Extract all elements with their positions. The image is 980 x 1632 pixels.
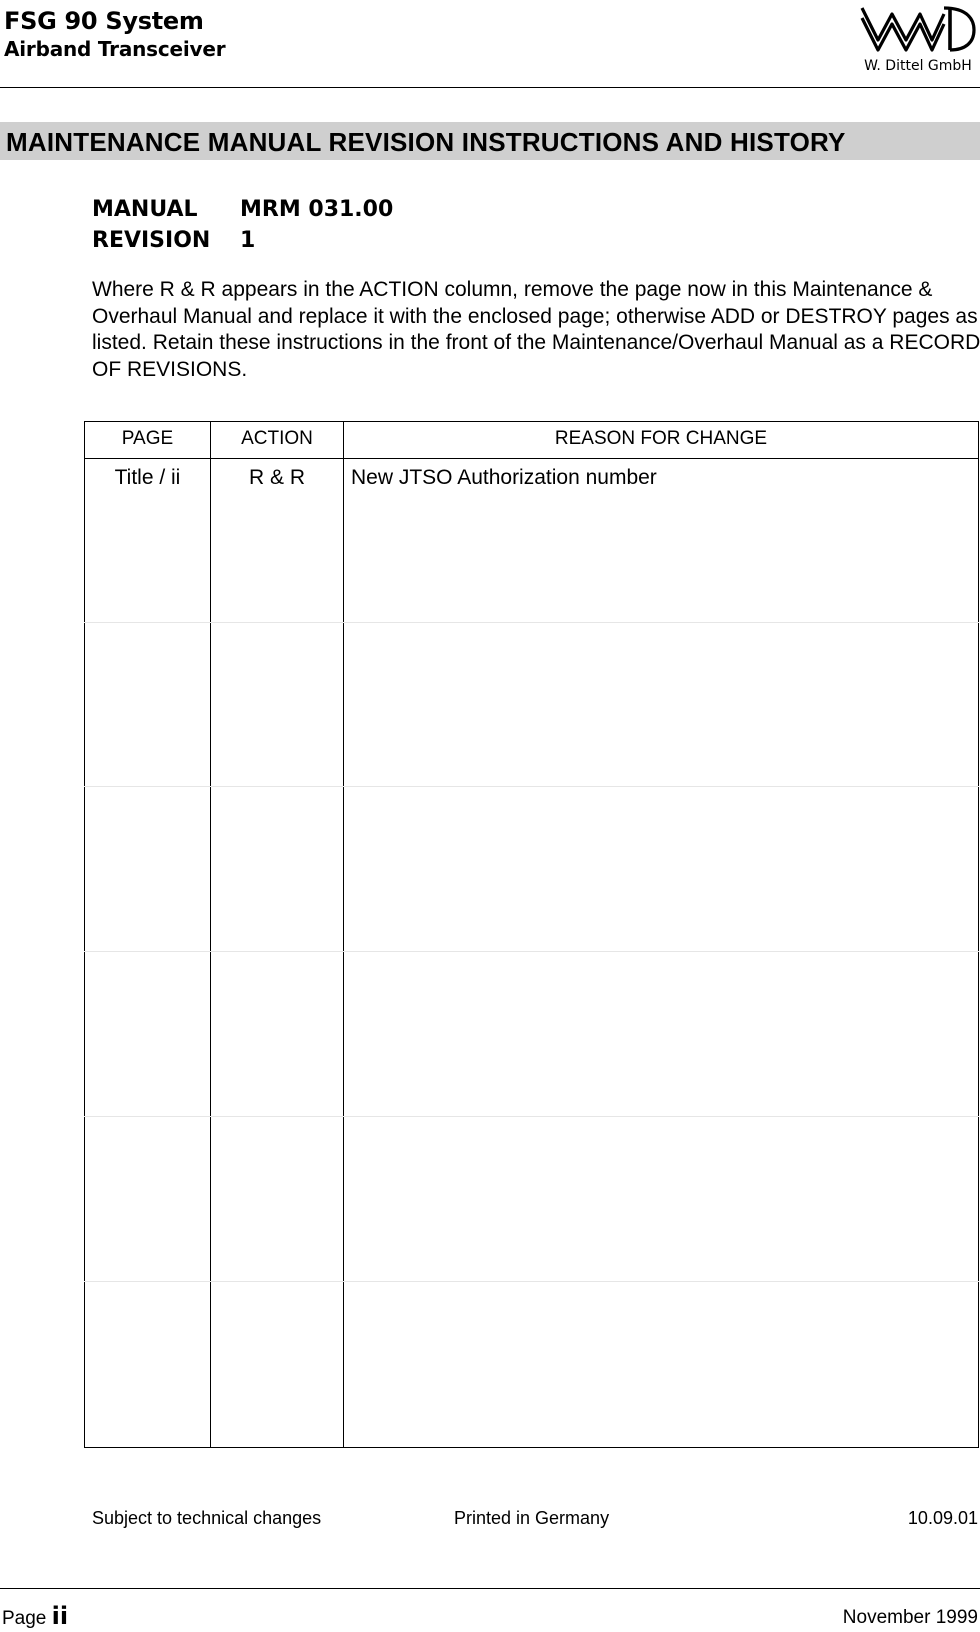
table-cell-action: R & R [248,466,305,489]
table-row-separator [84,786,979,787]
table-border-bottom [84,1447,979,1448]
table-border-right [978,421,979,1448]
system-name: FSG 90 System [4,7,204,35]
footnote-center: Printed in Germany [454,1508,610,1528]
table-row-separator [84,622,979,623]
document-header-title [4,6,225,62]
instructions-paragraph: Where R & R appears in the ACTION column, remove the page now in this Maintenance & Overhaul Manual and replace it with the enclosed page; otherwise ADD or DESTROY pages as listed. Retain these instructions in the front of the Maintenance/Overhaul Manual as a RECORD OF REVISIONS. [92,278,980,381]
column-header-page: PAGE [121,428,174,449]
wd-wave-logo-icon [858,0,978,58]
company-logo [858,0,978,76]
table-divider-page-action [210,421,211,1448]
table-cell-reason: New JTSO Authorization number [351,466,657,489]
revision-label: REVISION [92,228,211,253]
company-name: W. Dittel GmbH [864,58,972,74]
revision-row [92,227,255,255]
table-row-separator [84,1281,979,1282]
revision-value: 1 [240,228,256,253]
page-prefix: Page [2,1608,47,1629]
footnote-left: Subject to technical changes [92,1508,322,1528]
section-heading-bar [0,122,980,160]
table-row-separator [84,951,979,952]
page-number [2,1604,68,1631]
product-name: Airband Transceiver [4,37,226,61]
footer-divider [0,1588,980,1589]
table-cell-page: Title / ii [114,466,181,489]
table-border-left [84,421,85,1448]
manual-value: MRM 031.00 [240,197,394,222]
table-divider-action-reason [343,421,344,1448]
table-row-separator [84,1116,979,1117]
manual-id-row [92,196,393,224]
column-header-reason: REASON FOR CHANGE [554,428,768,449]
section-title: MAINTENANCE MANUAL REVISION INSTRUCTIONS AND HISTORY [6,127,846,157]
footnote-right: 10.09.01 [907,1508,978,1528]
header-divider [0,87,980,88]
column-header-action: ACTION [241,428,313,449]
manual-label: MANUAL [92,197,198,222]
table-border-top [84,421,979,422]
table-header-divider [84,458,979,459]
issue-date: November 1999 [842,1607,978,1628]
page-number-value: ii [51,1602,69,1630]
